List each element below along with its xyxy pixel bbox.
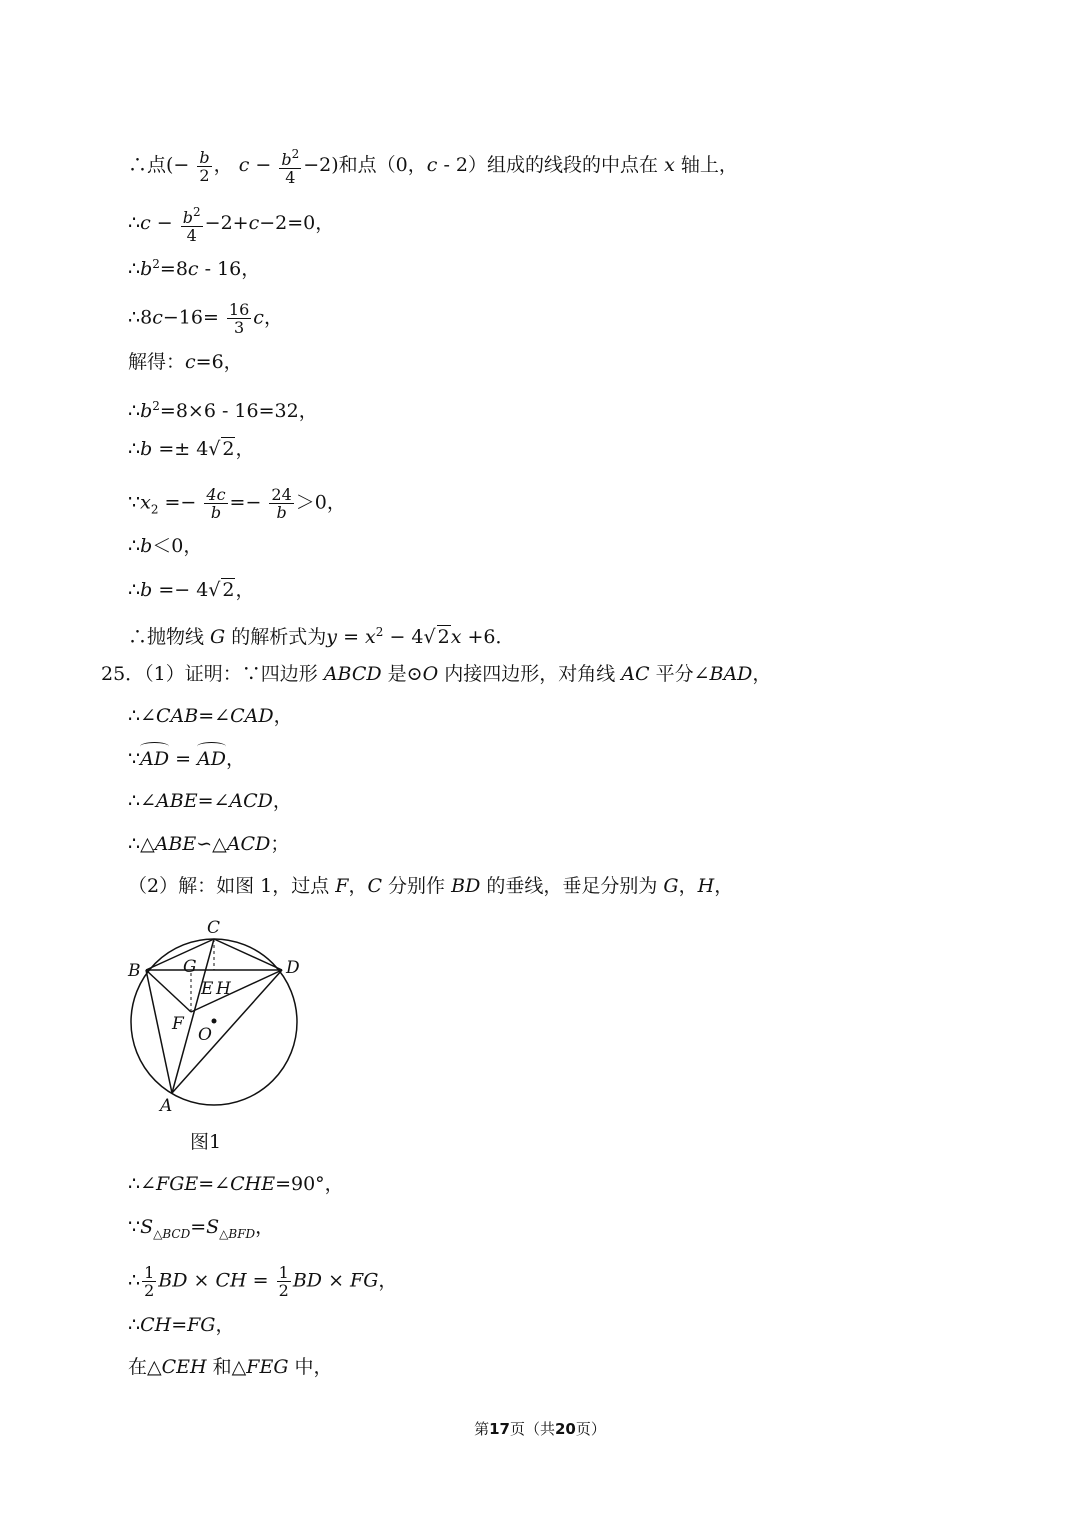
line-5: 解得：c=6， [128,351,243,373]
line-21: ∴CH=FG， [128,1314,235,1336]
fraction: $\frac{1}{2}$ [144,1263,155,1300]
diagram-lines [146,939,282,1093]
fraction: $\frac{24}{b}$ [271,485,292,522]
label-d: D [286,958,300,978]
center-dot [212,1019,217,1024]
line-10: ∴b =− 4√ 2， [128,579,255,601]
label-c: C [207,918,221,938]
line-9: ∴b＜0， [128,535,203,557]
label-o: O [198,1025,212,1045]
text: ∴点( [128,154,174,176]
line-15: ∴∠ABE=∠ACD， [128,790,292,812]
fraction: $\frac{b}{2}$ [199,147,210,185]
label-b: B [128,961,141,981]
line-8: $\because x_2$ =− $\frac{4c}{b}$ =− $\frac{24}{b}$ ＞0， [128,485,346,522]
page-total: 20 [555,1420,576,1438]
page-number: 17 [489,1420,510,1438]
line-13: ∴∠CAB=∠CAD， [128,705,293,727]
line-4: ∴8c−16= $\frac{16}{3}$ c， [128,300,283,337]
line-11: ∴抛物线 G 的解析式为$y = x^2 - 4√$ 2x +6． [128,625,515,648]
line-19: $\because S_{\triangle BCD}=S_{\triangle BFD}$， [128,1216,275,1241]
line-16: ∴△ABE∽△ACD； [128,833,290,855]
label-h: H [216,979,231,999]
fraction: $\frac{b^2}{4}$ [281,147,300,187]
page-footer: 第17页（共20页） [474,1420,606,1438]
line-12: 25．（1）证明：∵四边形 ABCD 是⊙O 内接四边形，对角线 AC 平分∠BAD， [101,663,772,685]
line-7: ∴b =± 4√ 2， [128,438,255,460]
line-6: $\therefore b^2=8\times 6 - 16=32$， [128,399,318,422]
fraction: $\frac{b^2}{4}$ [182,205,201,245]
line-22: 在△CEH 和△FEG 中， [128,1356,333,1378]
line-2: ∴c − $\frac{b^2}{4}$ −2+c−2=0， [128,205,335,245]
figure-1-diagram [120,915,320,1115]
line-20: ∴ $\frac{1}{2}$ BD × CH = $\frac{1}{2}$ BD × FG， [128,1263,398,1300]
line-14: ∵AD = AD， [128,748,246,770]
figure-caption: 图1 [190,1131,222,1153]
line-18: ∴∠FGE=∠CHE=90°， [128,1173,344,1195]
label-a: A [160,1096,173,1115]
line-3: $\therefore b^2=8c - 16$， [128,257,261,280]
fraction: $\frac{1}{2}$ [278,1263,289,1300]
label-f: F [172,1014,184,1034]
line-17: （2）解：如图 1，过点 F，C 分别作 BD 的垂线，垂足分别为 G，H， [128,875,734,897]
label-e: E [201,979,214,999]
label-g: G [183,957,197,977]
fraction: $\frac{16}{3}$ [228,300,250,337]
line-1: ∴点(− $\frac{b}{2}$ ， c − $\frac{b^2}{4}$ −2)和点（0，c - 2）组成的线段的中点在 x 轴上， [128,147,738,187]
fraction: $\frac{4c}{b}$ [206,485,226,522]
